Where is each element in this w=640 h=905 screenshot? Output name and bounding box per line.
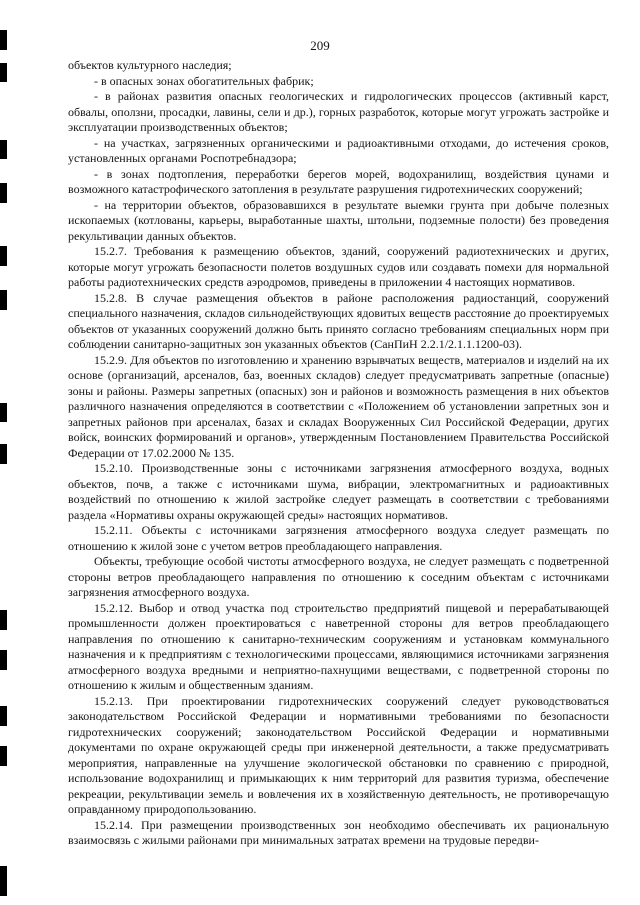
binder-hole-mark: [0, 706, 7, 726]
clause-15-2-13: 15.2.13. При проектировании гидротехнических сооружений следует руководствоваться законодательством Российской Федерации и нормативными требованиями по безопасности гидротехнических сооружений; законодательством Российской Федерации и нормативными документами по охране окружающей среды при инженерной деятельности, а также предусматривать мероприятия, направленные на улучшение экологической обстановки по сравнению с природной, использование водохранилищ и примыкающих к ним территорий для развития туризма, обеспечение рекреации, рекультивации земель и вовлечения их в хозяйственную деятельность, не противоречащую оправданному природопользованию.: [68, 693, 609, 816]
clause-15-2-7: 15.2.7. Требования к размещению объектов, зданий, сооружений радиотехнических и других, которые могут угрожать безопасности полетов воздушных судов или создавать помехи для нормальной работы радиотехнических средств аэродромов, приведены в приложении 4 настоящих нормативов.: [68, 244, 609, 289]
list-item-contaminated-areas: - на участках, загрязненных органическими и радиоактивными отходами, до истечения сроков, установленных органами Роспотребнадзора;: [68, 135, 609, 165]
page-number: 209: [310, 38, 330, 53]
list-item-processing-plants: - в опасных зонах обогатительных фабрик;: [94, 73, 314, 88]
list-item-excavated-territories: - на территории объектов, образовавшихся в результате выемки грунта при добыче полезных ископаемых (котлованы, карьеры, выработанные шахты, штольни, подземные полости) без проведения рекультивации данных объектов.: [68, 197, 609, 243]
paragraph-cultural-heritage: объектов культурного наследия;: [68, 58, 232, 72]
clause-15-2-11: 15.2.11. Объекты с источниками загрязнения атмосферного воздуха следует размещать по отношению к жилой зоне с учетом ветров преобладающего направления.: [68, 523, 609, 553]
binder-hole-mark: [0, 290, 7, 310]
clause-15-2-14: 15.2.14. При размещении производственных зон необходимо обеспечивать их рациональную взаимосвязь с жилыми районами при минимальных затратах времени на трудовые передви-: [68, 817, 609, 847]
clause-15-2-12: 15.2.12. Выбор и отвод участка под строительство предприятий пищевой и перерабатывающей промышленности должен проектироваться с наветренной стороны для ветров преобладающего направления по отношению к санитарно-техническим сооружениям и установкам коммунального назначения и к предприятиям с технологическими процессами, являющимися источниками загрязнения атмосферного воздуха вредными и неприятно-пахнущими веществами, с подветренной стороны по отношению к жилым и общественным зданиям.: [68, 600, 609, 692]
list-item-geological-hazards: - в районах развития опасных геологических и гидрологических процессов (активный карст, обвалы, оползни, просадки, лавины, сели и др.), горных разработок, которые могут угрожать застройке и эксплуатации производственных объектов;: [68, 89, 609, 134]
document-body: [68, 58, 609, 849]
binder-hole-mark: [0, 650, 7, 670]
binder-hole-mark: [0, 746, 7, 766]
binder-hole-mark: [0, 63, 7, 82]
binder-hole-mark: [0, 140, 7, 159]
binder-hole-mark: [0, 183, 7, 203]
clause-15-2-11-continued: Объекты, требующие особой чистоты атмосферного воздуха, не следует размещать с подветренной стороны ветров преобладающего направления по отношению к соседним объектам с источниками загрязнения атмосферного воздуха.: [68, 554, 609, 599]
clause-15-2-8: 15.2.8. В случае размещения объектов в районе расположения радиостанций, сооружений специального назначения, складов сильнодействующих ядовитых веществ расстояние до проектируемых объектов от указанных сооружений должно быть принято согласно требованиям специальных норм при соблюдении санитарно-защитных зон указанных объектов (СанПиН 2.2.1/2.1.1.1200-03).: [68, 290, 609, 351]
binder-hole-mark: [0, 246, 7, 266]
binder-hole-mark: [0, 610, 7, 630]
clause-15-2-10: 15.2.10. Производственные зоны с источниками загрязнения атмосферного воздуха, водных объектов, почв, а также с источниками шума, вибрации, электромагнитных и радиоактивных воздействий по отношению к жилой застройке следует размещать в соответствии с требованиями раздела «Нормативы охраны окружающей среды» настоящих нормативов.: [68, 461, 609, 522]
clause-15-2-9: 15.2.9. Для объектов по изготовлению и хранению взрывчатых веществ, материалов и изделий на их основе (организаций, арсеналов, баз, военных складов) следует предусматривать запретные (опасные) зоны и районы. Размеры запретных (опасных) зон и районов и возможность размещения в них объектов различного назначения определяются в соответствии с «Положением об установлении запретных зон и запретных районов при арсеналах, базах и складах Вооруженных Сил Российской Федерации, других войск, воинских формирований и органов», утвержденным Постановлением Правительства Российской Федерации от 17.02.2000 № 135.: [68, 352, 609, 460]
list-item-flooding-zones: - в зонах подтопления, переработки берегов морей, водохранилищ, воздействия цунами и возможного катастрофического затопления в результате разрушения гидротехнических сооружений;: [68, 166, 609, 196]
binder-hole-mark: [0, 444, 7, 464]
binder-hole-mark: [0, 866, 7, 896]
binder-hole-mark: [0, 403, 7, 422]
